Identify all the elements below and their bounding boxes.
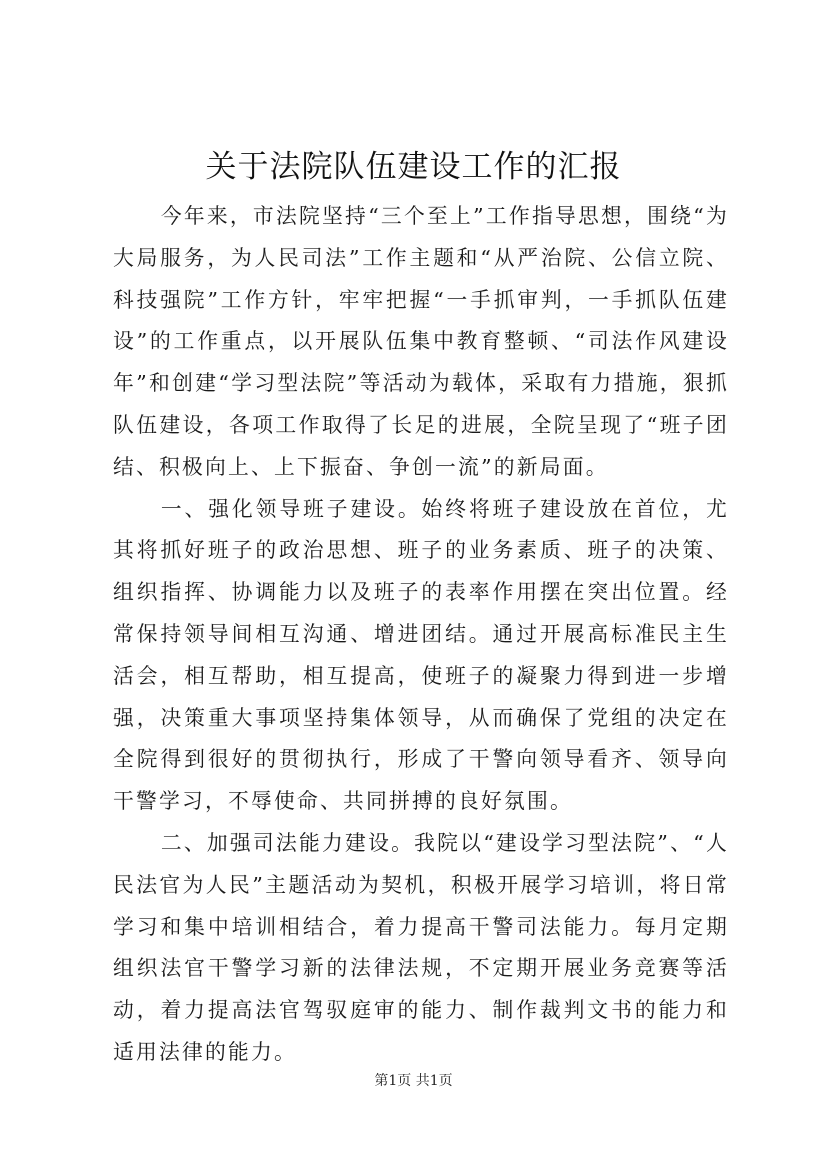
paragraph-judicial-capacity: 二、加强司法能力建设。我院以“建设学习型法院”、“人民法官为人民”主题活动为契机，积极开展学习培训，将日常学习和集中培训相结合，着力提高干警司法能力。每月定期组织法官干警学习新的法律法规，不定期开展业务竞赛等活动，着力提高法官驾驭庭审的能力、制作裁判文书的能力和适用法律的能力。 xyxy=(113,830,729,1064)
document-body xyxy=(113,196,729,1074)
document-title: 关于法院队伍建设工作的汇报 xyxy=(205,149,622,185)
paragraph-intro: 今年来，市法院坚持“三个至上”工作指导思想，围绕“为大局服务，为人民司法”工作主题和“从严治院、公信立院、科技强院”工作方针，牢牢把握“一手抓审判，一手抓队伍建设”的工作重点，以开展队伍集中教育整顿、“司法作风建设年”和创建“学习型法院”等活动为载体，采取有力措施，狠抓队伍建设，各项工作取得了长足的进展，全院呈现了“班子团结、积极向上、上下振奋、争创一流”的新局面。 xyxy=(113,204,729,479)
paragraph-leadership: 一、强化领导班子建设。始终将班子建设放在首位，尤其将抓好班子的政治思想、班子的业务素质、班子的决策、组织指挥、协调能力以及班子的表率作用摆在突出位置。经常保持领导间相互沟通、增进团结。通过开展高标准民主生活会，相互帮助，相互提高，使班子的凝聚力得到进一步增强，决策重大事项坚持集体领导，从而确保了党组的决定在全院得到很好的贯彻执行，形成了干警向领导看齐、领导向干警学习，不辱使命、共同拼搏的良好氛围。 xyxy=(113,496,729,814)
page-footer: 第1页 共1页 xyxy=(374,1073,453,1089)
